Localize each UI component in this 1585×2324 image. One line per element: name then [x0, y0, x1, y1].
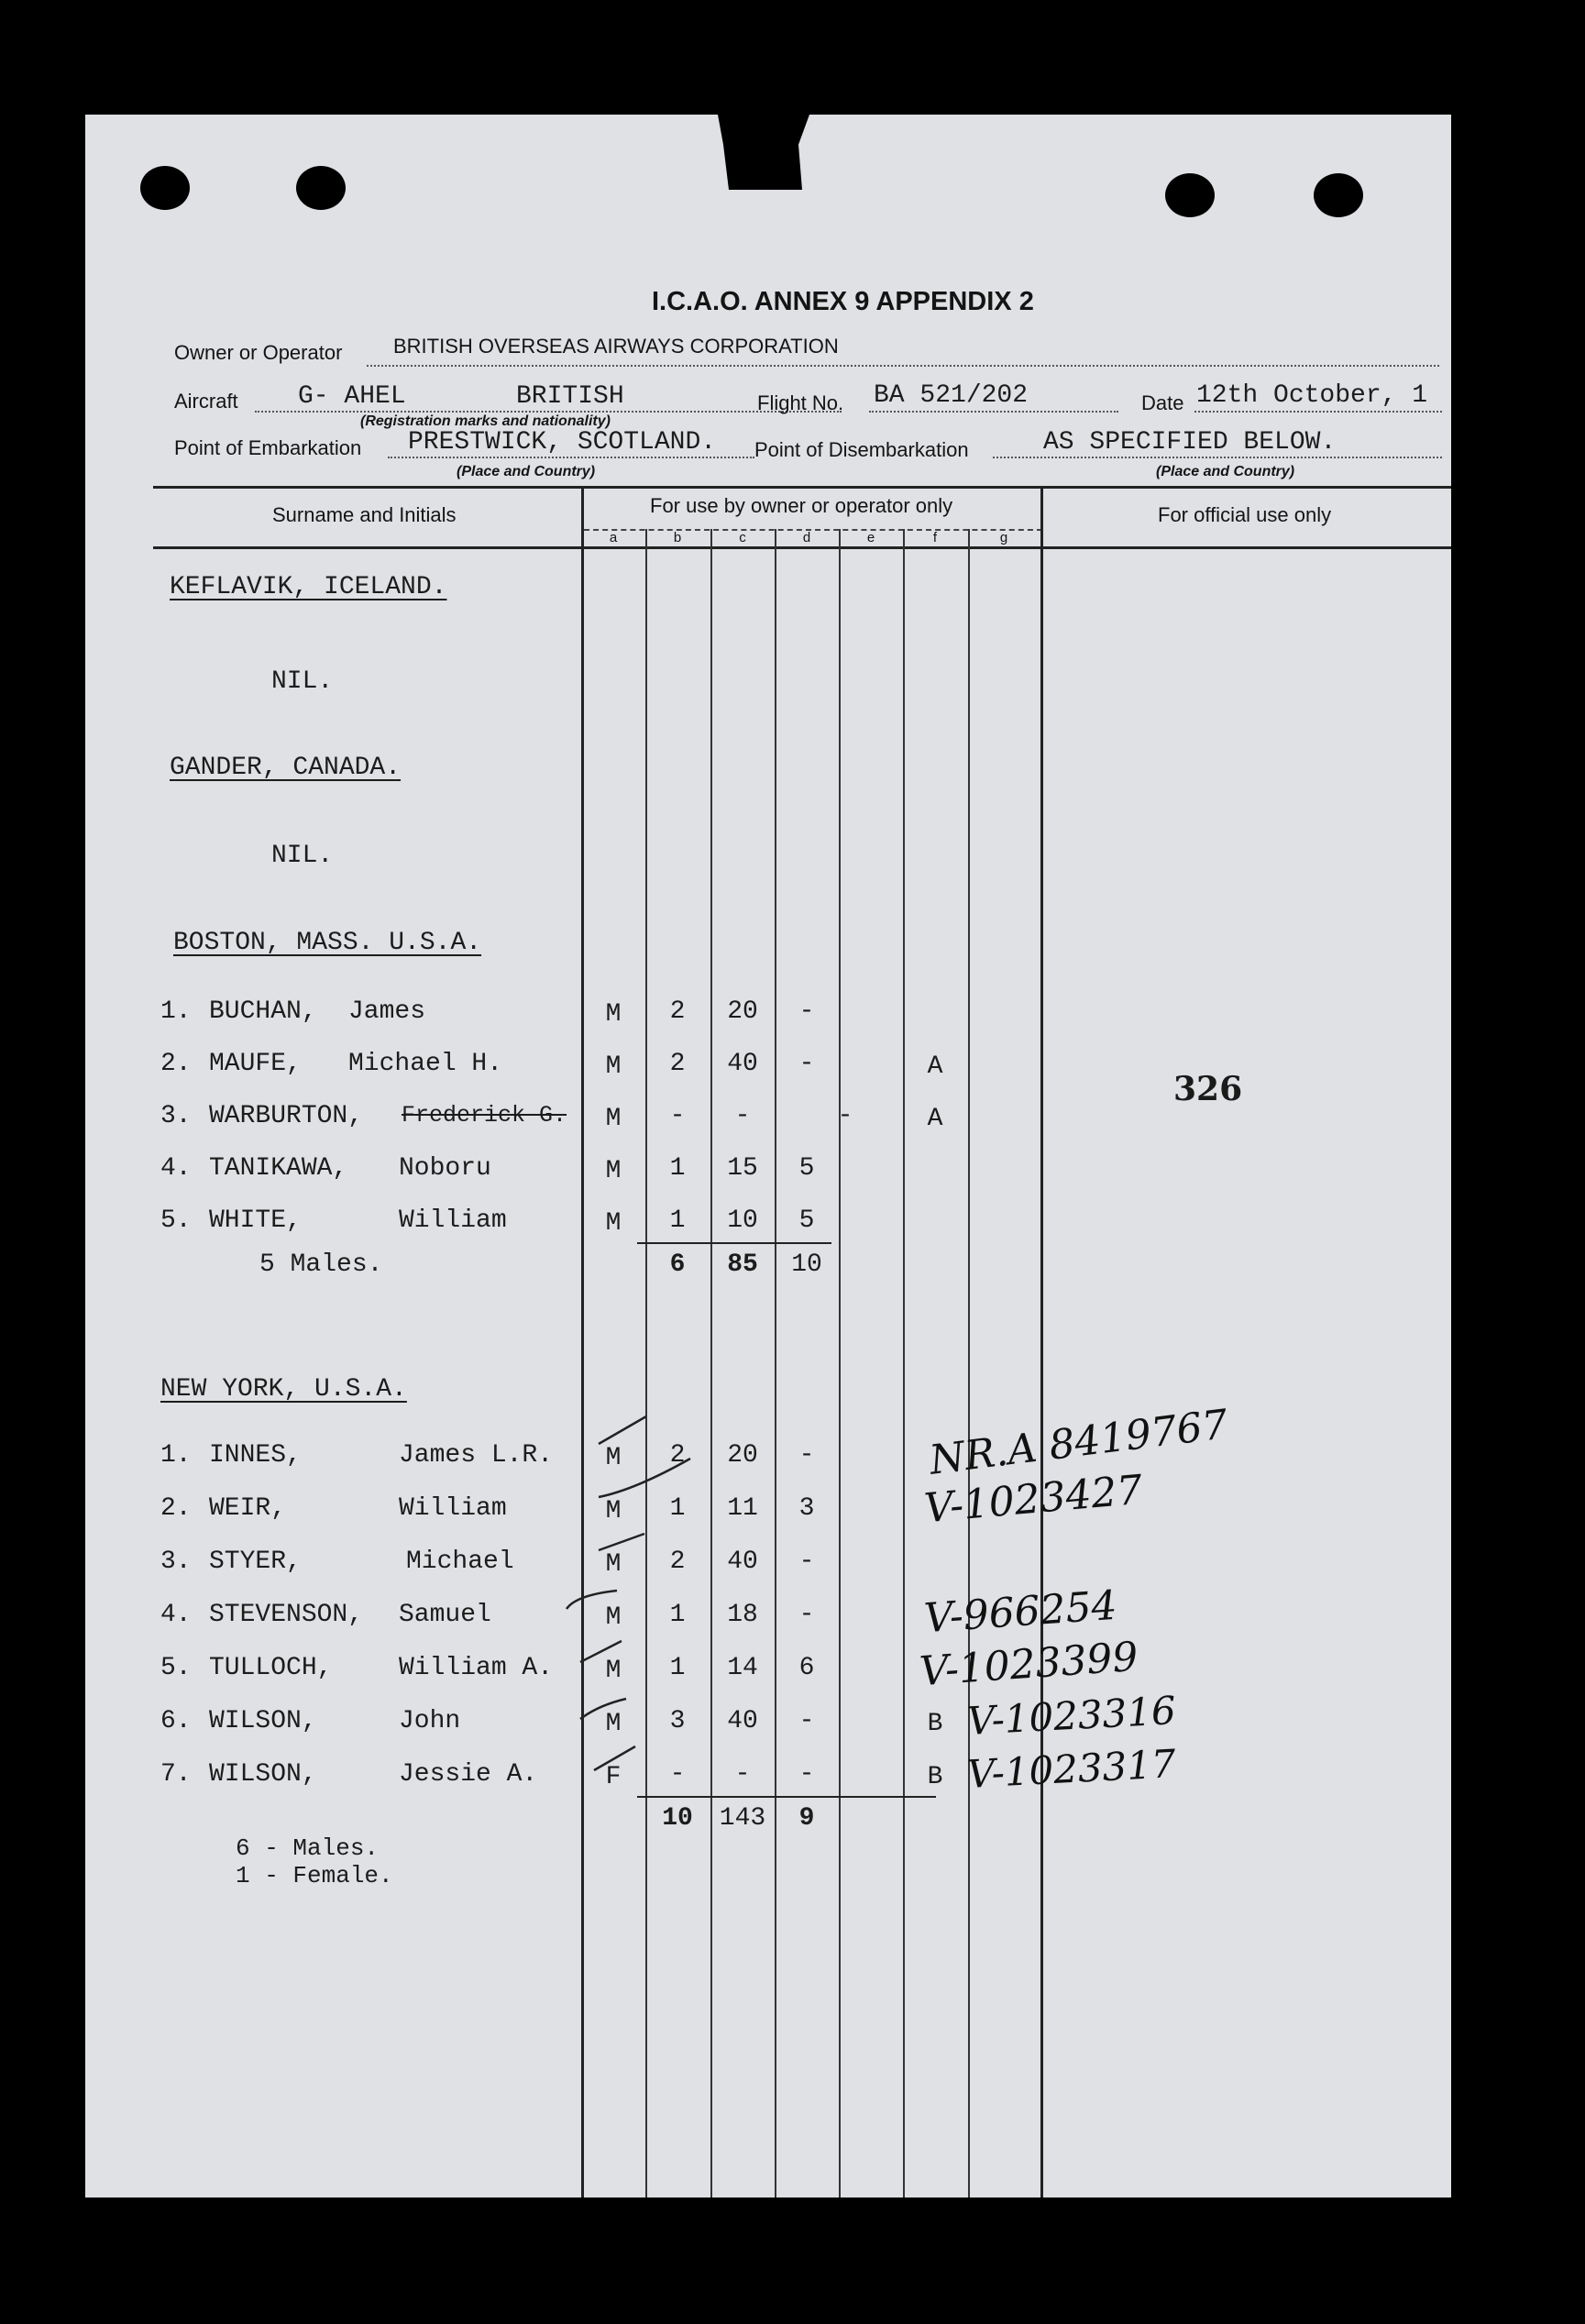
cell-d: -	[798, 1707, 815, 1735]
passenger-surname: WHITE,	[209, 1206, 302, 1235]
official-handwritten-number: V-1023317	[965, 1741, 1177, 1797]
passenger-surname: INNES,	[209, 1441, 302, 1470]
passenger-surname: TULLOCH,	[209, 1654, 333, 1682]
passenger-number: 2.	[160, 1494, 192, 1523]
cell-d: -	[798, 1050, 815, 1078]
passenger-given-name: William	[399, 1494, 507, 1523]
passenger-sex: M	[605, 1209, 622, 1238]
disembarkation-place-note: (Place and Country)	[1156, 464, 1295, 479]
passenger-sex: M	[605, 1710, 622, 1738]
passenger-sex: M	[605, 1550, 622, 1579]
cell-c: 15	[727, 1154, 758, 1183]
tick-mark	[567, 1591, 617, 1609]
official-handwritten-number: NR.A 8419767	[927, 1401, 1231, 1484]
passenger-surname: WEIR,	[209, 1494, 287, 1523]
cell-d: -	[798, 997, 815, 1026]
section-note-keflavik: NIL.	[271, 667, 334, 696]
section-summary-new-york-males: 6 - Males.	[236, 1834, 380, 1862]
embarkation-value: PRESTWICK, SCOTLAND.	[408, 428, 717, 457]
passenger-sex: M	[605, 1052, 622, 1081]
section-summary-new-york-female: 1 - Female.	[236, 1862, 393, 1889]
passenger-given-name: Michael H.	[348, 1050, 503, 1078]
tick-mark	[599, 1416, 646, 1444]
tick-mark	[599, 1534, 644, 1550]
embarkation-place-note: (Place and Country)	[457, 464, 596, 479]
tick-mark	[580, 1641, 622, 1662]
passenger-number: 5.	[160, 1654, 192, 1682]
passenger-sex: M	[605, 1105, 622, 1133]
passenger-surname: WILSON,	[209, 1760, 317, 1789]
owner-label: Owner or Operator	[174, 341, 343, 364]
cell-f: B	[927, 1710, 943, 1738]
total-b: 6	[669, 1250, 686, 1279]
passenger-sex: M	[605, 1603, 622, 1632]
disembarkation-value: AS SPECIFIED BELOW.	[1043, 428, 1337, 457]
cell-f: A	[927, 1105, 943, 1133]
passenger-number: 5.	[160, 1206, 192, 1235]
passenger-sex: F	[605, 1763, 622, 1791]
cell-b: 1	[669, 1654, 686, 1682]
passenger-given-name: James L.R.	[399, 1441, 554, 1470]
aircraft-nationality: BRITISH	[516, 382, 624, 411]
cell-f: A	[927, 1052, 943, 1081]
passenger-surname: STEVENSON,	[209, 1601, 364, 1629]
passenger-sex: M	[605, 1497, 622, 1525]
cell-b: -	[669, 1102, 686, 1130]
aircraft-label: Aircraft	[174, 390, 238, 413]
cell-e: -	[837, 1102, 853, 1130]
cell-b: 2	[669, 1441, 686, 1470]
passenger-given-name: Noboru	[399, 1154, 491, 1183]
passenger-given-name: Jessie A.	[399, 1760, 538, 1789]
passenger-given-name: John	[399, 1707, 461, 1735]
section-summary-boston: 5 Males.	[259, 1250, 383, 1279]
owner-use-header: For use by owner or operator only	[650, 494, 953, 517]
passenger-surname: MAUFE,	[209, 1050, 302, 1078]
passenger-surname: TANIKAWA,	[209, 1154, 348, 1183]
section-heading-gander: GANDER, CANADA.	[170, 754, 402, 782]
flight-number: BA 521/202	[874, 381, 1029, 410]
passenger-surname: WILSON,	[209, 1707, 317, 1735]
section-heading-keflavik: KEFLAVIK, ICELAND.	[170, 573, 447, 601]
disembarkation-label: Point of Disembarkation	[754, 438, 969, 461]
cell-b: 1	[669, 1601, 686, 1629]
column-letter-e: e	[866, 530, 875, 545]
passenger-given-name: James	[348, 997, 426, 1026]
cell-c: 14	[727, 1654, 758, 1682]
cell-c: 20	[727, 997, 758, 1026]
cell-b: 2	[669, 1050, 686, 1078]
registration-note: (Registration marks and nationality)	[360, 413, 611, 429]
official-handwritten-number: V-1023316	[965, 1688, 1177, 1744]
passenger-number: 1.	[160, 1441, 192, 1470]
passenger-number: 7.	[160, 1760, 192, 1789]
passenger-sex: M	[605, 1444, 622, 1472]
cell-b: 2	[669, 997, 686, 1026]
passenger-sex: M	[605, 1657, 622, 1685]
cell-d: -	[798, 1441, 815, 1470]
passenger-number: 6.	[160, 1707, 192, 1735]
column-letter-c: c	[739, 530, 746, 545]
cell-c: 40	[727, 1050, 758, 1078]
total-c: 143	[719, 1804, 766, 1833]
cell-d: -	[798, 1547, 815, 1576]
column-letter-b: b	[673, 530, 682, 545]
passenger-number: 4.	[160, 1601, 192, 1629]
passenger-number: 3.	[160, 1547, 192, 1576]
cell-c: 40	[727, 1547, 758, 1576]
cell-c: 20	[727, 1441, 758, 1470]
passenger-surname: STYER,	[209, 1547, 302, 1576]
passenger-surname: BUCHAN,	[209, 997, 317, 1026]
column-letter-d: d	[802, 530, 811, 545]
total-d: 10	[791, 1250, 822, 1279]
section-heading-boston: BOSTON, MASS. U.S.A.	[173, 929, 482, 957]
total-b: 10	[662, 1804, 693, 1833]
cell-d: 5	[798, 1154, 815, 1183]
cell-c: 40	[727, 1707, 758, 1735]
passenger-number: 4.	[160, 1154, 192, 1183]
official-handwritten-number: V-1023427	[922, 1466, 1145, 1533]
cell-c: 11	[727, 1494, 758, 1523]
embarkation-label: Point of Embarkation	[174, 436, 362, 459]
passenger-given-name: Samuel	[399, 1601, 491, 1629]
section-note-gander: NIL.	[271, 842, 334, 870]
date-value: 12th October, 1	[1196, 381, 1428, 410]
passenger-number: 3.	[160, 1102, 192, 1130]
passenger-given-name: Frederick G.	[402, 1102, 567, 1129]
cell-f: B	[927, 1763, 943, 1791]
cell-d: 6	[798, 1654, 815, 1682]
official-handwritten-number: V-966254	[922, 1581, 1119, 1643]
tick-mark	[580, 1699, 626, 1719]
aircraft-registration: G- AHEL	[298, 382, 406, 411]
cell-b: 1	[669, 1154, 686, 1183]
surname-header: Surname and Initials	[272, 503, 457, 526]
cell-c: -	[734, 1760, 751, 1789]
owner-value: BRITISH OVERSEAS AIRWAYS CORPORATION	[393, 335, 839, 358]
cell-c: 18	[727, 1601, 758, 1629]
cell-d: 5	[798, 1206, 815, 1235]
total-c: 85	[727, 1250, 758, 1279]
column-letter-f: f	[932, 530, 938, 545]
column-letter-g: g	[999, 530, 1008, 545]
column-letter-a: a	[609, 530, 618, 545]
tick-mark	[599, 1459, 690, 1497]
handwritten-tick-marks	[85, 115, 1451, 2197]
section-heading-new-york: NEW YORK, U.S.A.	[160, 1375, 407, 1404]
cell-c: -	[734, 1102, 751, 1130]
cell-b: 3	[669, 1707, 686, 1735]
passenger-number: 1.	[160, 997, 192, 1026]
total-d: 9	[798, 1804, 815, 1833]
official-handwritten-number: V-1023399	[918, 1633, 1140, 1696]
passenger-number: 2.	[160, 1050, 192, 1078]
cell-d: 3	[798, 1494, 815, 1523]
cell-d: -	[798, 1601, 815, 1629]
date-label: Date	[1141, 391, 1184, 414]
manifest-sheet	[85, 115, 1451, 2197]
cell-b: -	[669, 1760, 686, 1789]
cell-b: 1	[669, 1494, 686, 1523]
passenger-sex: M	[605, 1157, 622, 1185]
tick-mark	[594, 1746, 635, 1770]
cell-b: 1	[669, 1206, 686, 1235]
passenger-given-name: Michael	[406, 1547, 514, 1576]
cell-c: 10	[727, 1206, 758, 1235]
page-stamp-number: 326	[1173, 1070, 1243, 1108]
form-title: I.C.A.O. ANNEX 9 APPENDIX 2	[652, 287, 1034, 316]
official-use-header: For official use only	[1158, 503, 1332, 526]
passenger-surname: WARBURTON,	[209, 1102, 364, 1130]
flight-label: Flight No.	[757, 391, 844, 414]
cell-b: 2	[669, 1547, 686, 1576]
passenger-sex: M	[605, 1000, 622, 1029]
passenger-given-name: William	[399, 1206, 507, 1235]
cell-d: -	[798, 1760, 815, 1789]
passenger-given-name: William A.	[399, 1654, 554, 1682]
